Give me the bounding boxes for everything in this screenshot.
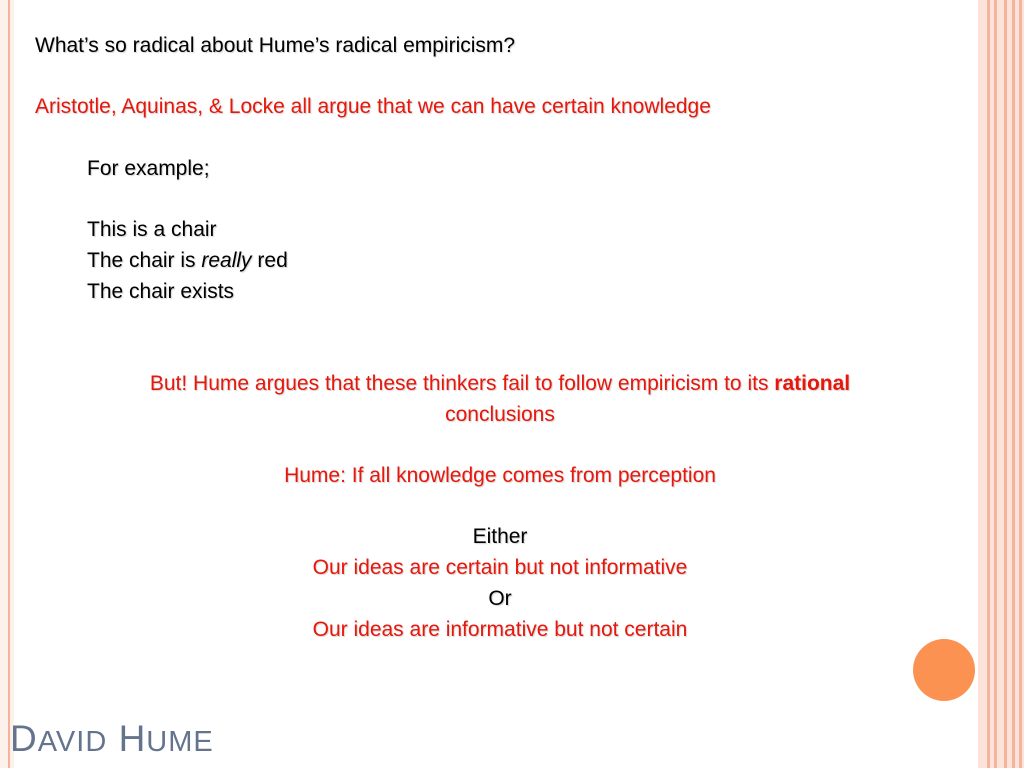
title-last-rest: UME [146,726,214,758]
example-line-3: The chair exists [87,280,235,303]
option-one: Our ideas are certain but not informative [312,556,688,579]
example-line-2-emphasis: really [201,249,252,272]
decorative-circle [913,639,975,701]
title-first-initial: D [10,718,38,759]
example-heading: For example; [87,157,210,180]
or-label: Or [488,587,512,610]
border-stripe [1019,0,1022,768]
example-line-2 [87,245,288,276]
example-line-1: This is a chair [87,218,217,241]
slide-title [10,715,214,766]
but-statement-continuation: conclusions [445,403,555,426]
either-label: Either [472,525,528,548]
but-statement-bold: rational [774,372,851,395]
title-first-rest: AVID [37,726,108,758]
example-line-2-end: red [251,249,288,272]
but-statement [34,368,966,399]
hume-premise: Hume: If all knowledge comes from perception [284,464,716,487]
right-decorative-border [978,0,1024,768]
border-stripe [994,0,997,768]
slide-question: What’s so radical about Hume’s radical empiricism? [35,34,516,57]
title-last-initial: H [118,718,147,759]
slide-claim: Aristotle, Aquinas, & Locke all argue that we can have certain knowledge [35,95,711,118]
but-statement-start: But! Hume argues that these thinkers fail to follow empiricism to its [149,372,775,395]
border-stripe [1012,0,1015,768]
border-stripe [1004,0,1007,768]
border-stripe [987,0,990,768]
example-line-2-start: The chair is [87,249,202,272]
option-two: Our ideas are informative but not certain [312,618,688,641]
left-border [0,0,14,768]
left-border-line [8,0,10,768]
